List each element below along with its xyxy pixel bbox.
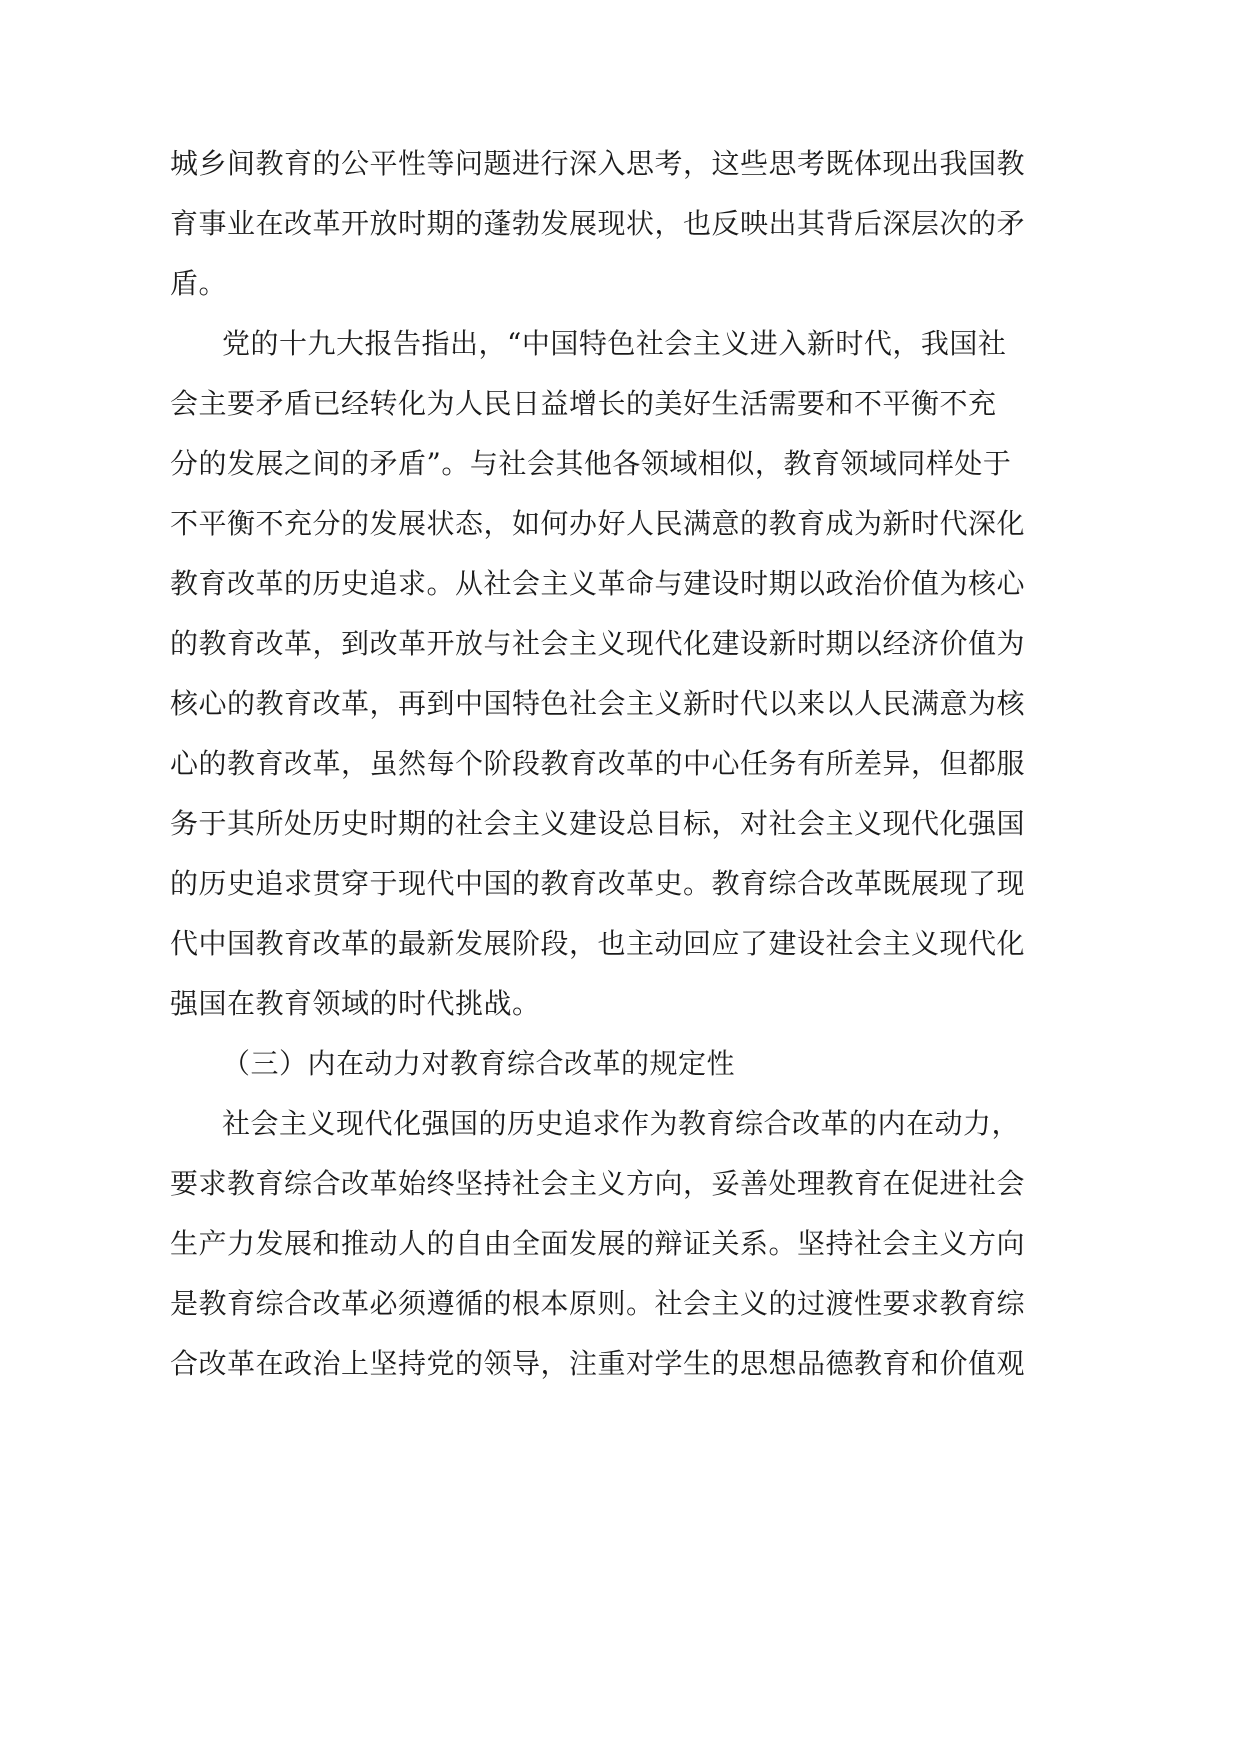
text-line: 城乡间教育的公平性等问题进行深入思考，这些思考既体现出我国教 — [170, 147, 1026, 180]
text-line: 生产力发展和推动人的自由全面发展的辩证关系。坚持社会主义方向 — [170, 1227, 1026, 1260]
text-line: 的教育改革，到改革开放与社会主义现代化建设新时期以经济价值为 — [170, 627, 1026, 660]
text-line: 要求教育综合改革始终坚持社会主义方向，妥善处理教育在促进社会 — [170, 1167, 1026, 1200]
text-line: 心的教育改革，虽然每个阶段教育改革的中心任务有所差异，但都服 — [170, 747, 1026, 780]
text-line: 党的十九大报告指出，“中国特色社会主义进入新时代，我国社 — [222, 327, 1007, 360]
text-line: 务于其所处历史时期的社会主义建设总目标，对社会主义现代化强国 — [170, 807, 1026, 840]
text-line: 社会主义现代化强国的历史追求作为教育综合改革的内在动力， — [222, 1107, 1021, 1140]
text-line: 核心的教育改革，再到中国特色社会主义新时代以来以人民满意为核 — [170, 687, 1026, 720]
text-line: 是教育综合改革必须遵循的根本原则。社会主义的过渡性要求教育综 — [170, 1287, 1026, 1320]
text-line: 不平衡不充分的发展状态，如何办好人民满意的教育成为新时代深化 — [170, 507, 1026, 540]
section-heading: （三）内在动力对教育综合改革的规定性 — [222, 1047, 736, 1080]
text-line: 盾。 — [170, 267, 228, 300]
text-line: 分的发展之间的矛盾”。与社会其他各领域相似，教育领域同样处于 — [170, 447, 1012, 480]
text-line: 合改革在政治上坚持党的领导，注重对学生的思想品德教育和价值观 — [170, 1347, 1026, 1380]
text-line: 代中国教育改革的最新发展阶段，也主动回应了建设社会主义现代化 — [170, 927, 1026, 960]
text-line: 强国在教育领域的时代挑战。 — [170, 987, 541, 1020]
text-line: 的历史追求贯穿于现代中国的教育改革史。教育综合改革既展现了现 — [170, 867, 1026, 900]
text-line: 教育改革的历史追求。从社会主义革命与建设时期以政治价值为核心 — [170, 567, 1026, 600]
text-line: 育事业在改革开放时期的蓬勃发展现状，也反映出其背后深层次的矛 — [170, 207, 1026, 240]
text-line: 会主要矛盾已经转化为人民日益增长的美好生活需要和不平衡不充 — [170, 387, 997, 420]
